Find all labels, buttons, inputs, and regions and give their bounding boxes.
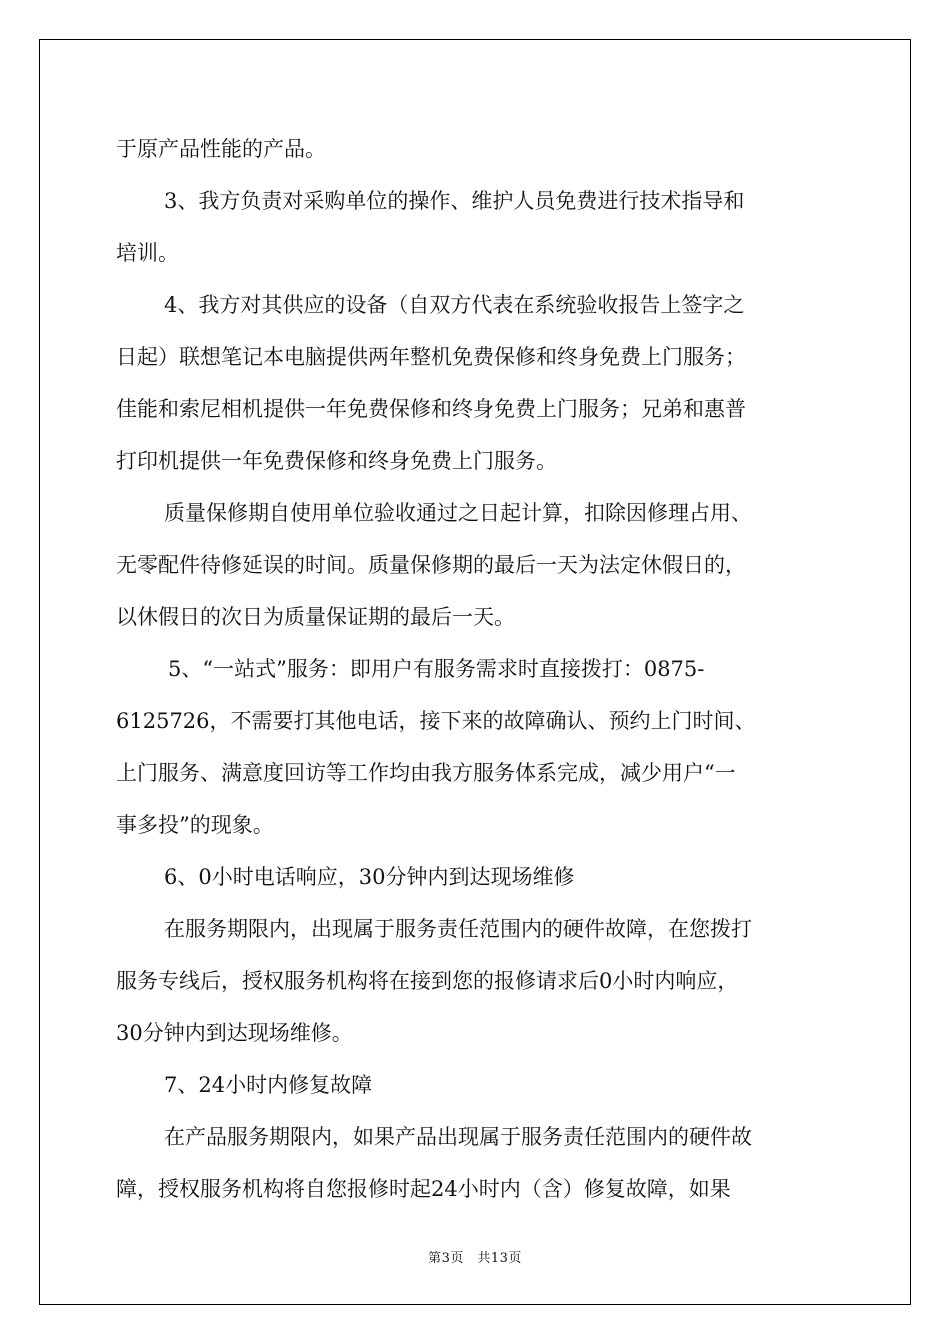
text-line: 6125726，不需要打其他电话，接下来的故障确认、预约上门时间、: [116, 709, 756, 733]
text-line: 日起）联想笔记本电脑提供两年整机免费保修和终身免费上门服务；: [116, 345, 746, 369]
text-line: 以休假日的次日为质量保证期的最后一天。: [116, 605, 515, 629]
text-line: 于原产品性能的产品。: [116, 137, 326, 161]
text-line: 在产品服务期限内，如果产品出现属于服务责任范围内的硬件故: [164, 1125, 752, 1149]
document-body: [116, 128, 836, 1220]
text-line: 6、0小时电话响应，30分钟内到达现场维修: [164, 865, 575, 889]
text-line: 3、我方负责对采购单位的操作、维护人员免费进行技术指导和: [164, 189, 745, 213]
text-line: 无零配件待修延误的时间。质量保修期的最后一天为法定休假日的，: [116, 553, 746, 577]
text-line: 培训。: [116, 241, 179, 265]
text-line: 在服务期限内，出现属于服务责任范围内的硬件故障，在您拨打: [164, 917, 752, 941]
text-line: 事多投”的现象。: [116, 813, 274, 837]
text-line: 上门服务、满意度回访等工作均由我方服务体系完成，减少用户“一: [116, 761, 736, 785]
text-line: 30分钟内到达现场维修。: [116, 1021, 353, 1045]
text-line: 7、24小时内修复故障: [164, 1073, 373, 1097]
page-footer: [0, 1247, 950, 1266]
text-line: 障，授权服务机构将自您报修时起24小时内（含）修复故障，如果: [116, 1177, 731, 1201]
text-line: 4、我方对其供应的设备（自双方代表在系统验收报告上签字之: [164, 293, 745, 317]
page-number: 第3页 共13页: [428, 1251, 522, 1266]
text-line: 质量保修期自使用单位验收通过之日起计算，扣除因修理占用、: [164, 501, 752, 525]
text-line: 打印机提供一年免费保修和终身免费上门服务。: [116, 449, 557, 473]
text-line: 5、“一站式”服务：即用户有服务需求时直接拨打：0875-: [168, 657, 705, 681]
text-line: 佳能和索尼相机提供一年免费保修和终身免费上门服务；兄弟和惠普: [116, 397, 746, 421]
text-line: 服务专线后，授权服务机构将在接到您的报修请求后0小时内响应，: [116, 969, 739, 993]
